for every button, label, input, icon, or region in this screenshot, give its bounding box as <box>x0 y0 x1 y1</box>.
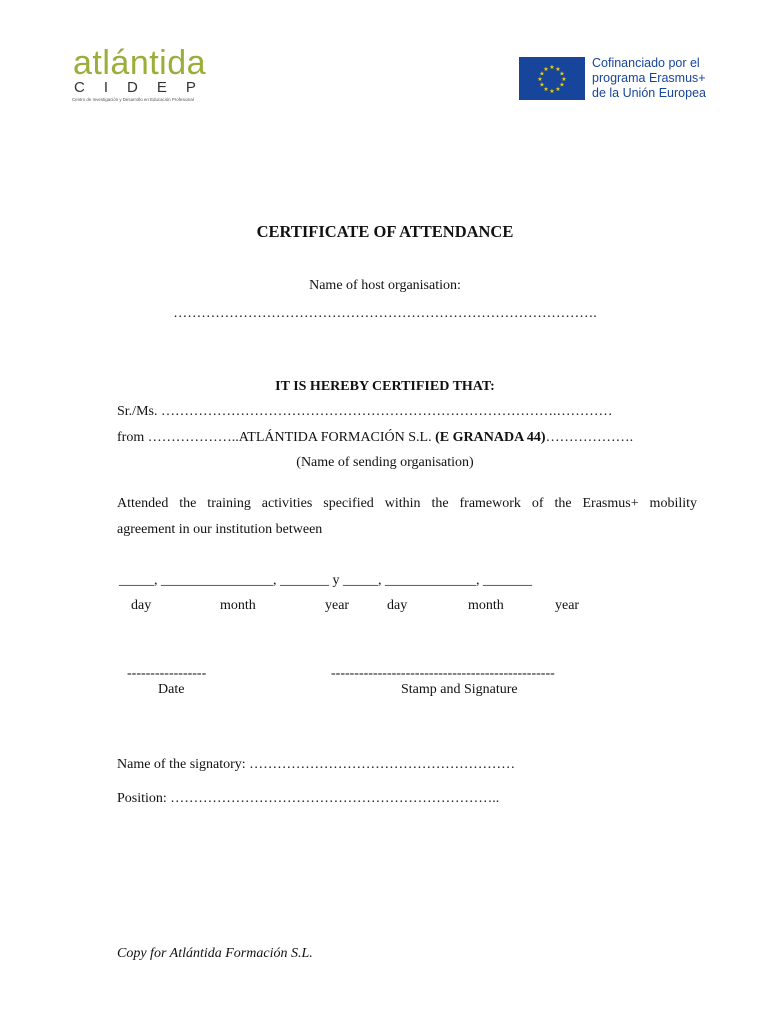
sending-org-code: (E GRANADA 44) <box>435 430 546 445</box>
attended-text-line1: Attended the training activities specified within the framework of the Erasmus+ mobility <box>117 496 697 511</box>
eu-text-line1: Cofinanciado por el <box>592 56 700 70</box>
eu-cofunding-text <box>592 56 706 101</box>
svg-text:★: ★ <box>561 76 567 83</box>
logo-tagline: Centro de Investigación y Desarrollo en Educación Profesional <box>72 97 194 102</box>
svg-text:★: ★ <box>555 66 561 73</box>
date-range-blanks: _____, ________________, _______ y _____, _____________, _______ <box>119 573 532 588</box>
sending-org-prefix: from ………………..ATLÁNTIDA FORMACIÓN S.L. <box>117 430 436 445</box>
signatory-position-field: Position: …………………………………………………………….. <box>117 791 500 806</box>
cidep-logo-text: CIDEP <box>74 79 215 96</box>
svg-text:★: ★ <box>559 81 565 89</box>
date-signature-line: ----------------- <box>127 666 207 681</box>
sending-organisation-caption: (Name of sending organisation) <box>296 455 474 470</box>
copy-footer: Copy for Atlántida Formación S.L. <box>117 946 313 961</box>
stamp-signature-line: ------------------------------------------------ <box>331 666 555 681</box>
svg-text:★: ★ <box>559 70 565 78</box>
svg-text:★: ★ <box>543 86 549 93</box>
date-label-day-start: day <box>131 598 152 613</box>
signatory-name-field: Name of the signatory: ………………………………………………… <box>117 757 516 772</box>
date-label-month-end: month <box>468 598 504 613</box>
atlantida-logo: atlántida <box>73 44 207 82</box>
date-label-day-end: day <box>387 598 408 613</box>
certified-heading: IT IS HEREBY CERTIFIED THAT: <box>275 379 495 394</box>
eu-text-line2: programa Erasmus+ <box>592 71 706 85</box>
stamp-signature-caption: Stamp and Signature <box>401 682 518 697</box>
eu-stars-icon <box>519 57 585 100</box>
host-organisation-label: Name of host organisation: <box>309 278 461 293</box>
attended-text-line2: agreement in our institution between <box>117 522 323 537</box>
sending-org-suffix: ………………. <box>545 430 634 445</box>
svg-text:★: ★ <box>549 88 555 95</box>
date-label-month-start: month <box>220 598 256 613</box>
svg-text:★: ★ <box>555 86 561 93</box>
host-organisation-field: ………………………………………………………………………………. <box>173 306 597 321</box>
date-label-year-start: year <box>325 598 350 613</box>
svg-text:★: ★ <box>537 76 543 83</box>
date-caption: Date <box>158 682 185 697</box>
svg-text:★: ★ <box>539 70 545 78</box>
eu-text-line3: de la Unión Europea <box>592 86 706 100</box>
svg-text:★: ★ <box>539 81 545 89</box>
document-title: CERTIFICATE OF ATTENDANCE <box>256 222 514 241</box>
svg-text:★: ★ <box>543 66 549 73</box>
date-label-year-end: year <box>555 598 580 613</box>
participant-name-field: Sr./Ms. ………………………………………………………………………….………… <box>117 404 613 419</box>
svg-text:★: ★ <box>549 64 555 71</box>
eu-flag-icon <box>519 57 585 100</box>
sending-organisation-line <box>117 429 633 447</box>
